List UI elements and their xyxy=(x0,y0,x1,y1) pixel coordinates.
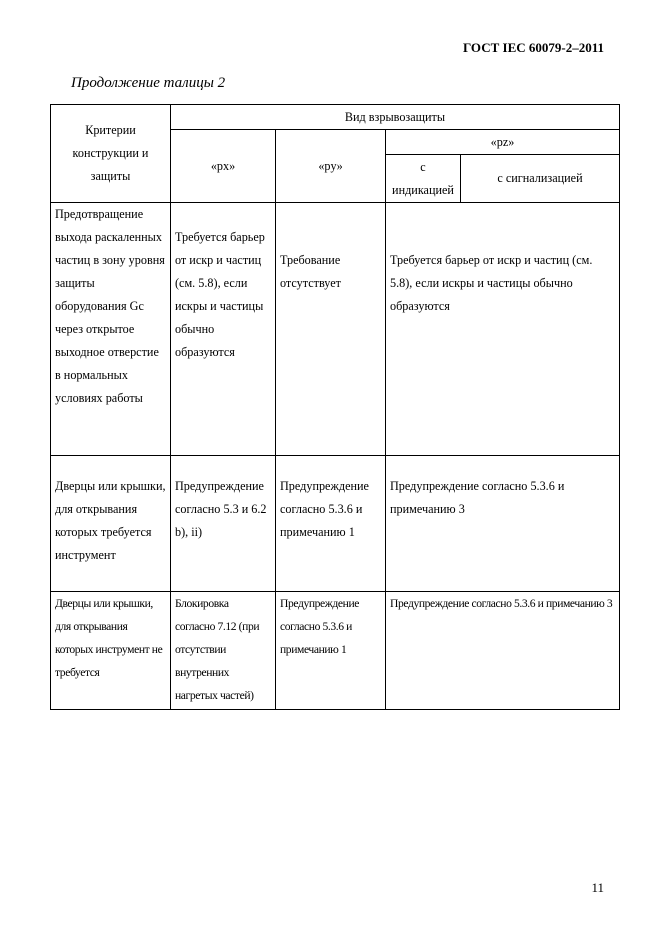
header-pz-indication: с индикацией xyxy=(386,155,461,203)
row-criterion: Предотвращение выхода раскаленных частиц в зону уровня защиты оборудования Gc через открытое выходное отверстие в нормальных условиях работы xyxy=(51,203,171,456)
document-standard-number: ГОСТ IEC 60079-2–2011 xyxy=(462,40,604,55)
row-py: Предупреждение согласно 5.3.6 и примечанию 1 xyxy=(276,592,386,710)
row-py: Требование отсутствует xyxy=(276,203,386,456)
row-pz: Предупреждение согласно 5.3.6 и примечанию 3 xyxy=(386,456,620,592)
row-px: Предупреждение согласно 5.3 и 6.2 b), ii) xyxy=(171,456,276,592)
row-pz: Требуется барьер от искр и частиц (см. 5.8), если искры и частицы обычно образуются xyxy=(386,203,620,456)
page-number: 11 xyxy=(591,880,604,895)
row-py: Предупреждение согласно 5.3.6 и примечанию 1 xyxy=(276,456,386,592)
row-criterion: Дверцы или крышки, для открывания которых требуется инструмент xyxy=(51,456,171,592)
row-px: Требуется барьер от искр и частиц (см. 5.8), если искры и частицы обычно образуются xyxy=(171,203,276,456)
header-pz: «pz» xyxy=(386,130,620,155)
header-row-1 xyxy=(51,105,620,130)
header-protection-type: Вид взрывозащиты xyxy=(171,105,620,130)
row-px: Блокировка согласно 7.12 (при отсутствии внутренних нагретых частей) xyxy=(171,592,276,710)
table-row xyxy=(51,203,620,456)
table-row xyxy=(51,456,620,592)
header-py: «py» xyxy=(276,130,386,203)
protection-criteria-table xyxy=(50,104,620,710)
header-criteria: Критерии конструкции и защиты xyxy=(51,105,171,203)
table-caption: Продолжение талицы 2 xyxy=(71,75,226,91)
row-pz: Предупреждение согласно 5.3.6 и примечанию 3 xyxy=(386,592,620,710)
header-px: «px» xyxy=(171,130,276,203)
header-pz-signal: с сигнализацией xyxy=(461,155,620,203)
table-row xyxy=(51,592,620,710)
row-criterion: Дверцы или крышки, для открывания которых инструмент не требуется xyxy=(51,592,171,710)
